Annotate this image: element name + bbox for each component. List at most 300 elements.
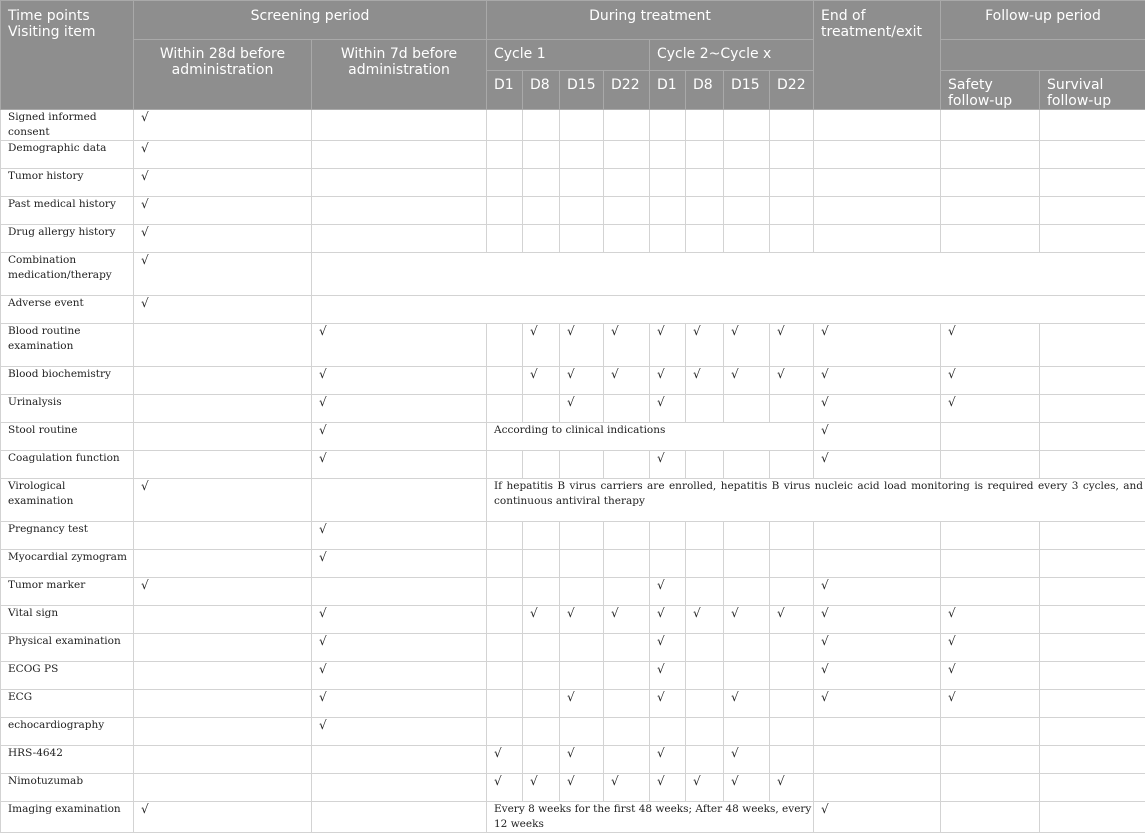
schedule-cell: [604, 395, 650, 423]
schedule-cell: [686, 690, 724, 718]
visiting-item-cell: Physical examination: [1, 634, 134, 662]
schedule-cell: √: [604, 774, 650, 802]
table-row: [1, 718, 1145, 746]
visiting-item-cell: Urinalysis: [1, 395, 134, 423]
schedule-cell: [523, 662, 560, 690]
schedule-cell: √: [724, 774, 770, 802]
schedule-cell: [814, 550, 941, 578]
schedule-cell: [941, 141, 1040, 169]
schedule-cell: [560, 550, 604, 578]
schedule-cell: [312, 578, 487, 606]
schedule-cell: [487, 451, 523, 479]
schedule-cell: [312, 802, 487, 833]
schedule-cell: √: [650, 690, 686, 718]
schedule-cell: [724, 662, 770, 690]
schedule-cell: [941, 451, 1040, 479]
schedule-cell: √: [134, 802, 312, 833]
schedule-cell: [941, 197, 1040, 225]
day-header: D15: [724, 71, 770, 110]
table-row: [1, 423, 1145, 451]
schedule-cell: √: [724, 690, 770, 718]
schedule-cell: √: [134, 296, 312, 324]
schedule-cell: [814, 225, 941, 253]
schedule-cell: [604, 225, 650, 253]
visiting-item-cell: Tumor marker: [1, 578, 134, 606]
table-header: [1, 1, 1145, 110]
schedule-cell: [487, 578, 523, 606]
day-header: D22: [604, 71, 650, 110]
schedule-cell: √: [134, 225, 312, 253]
schedule-cell: [686, 746, 724, 774]
treatment-note-cell: If hepatitis B virus carriers are enrolled, hepatitis B virus nucleic acid load monitoring is required every 3 cycles, and continuous antiviral therapy: [487, 479, 1145, 522]
schedule-cell: [604, 169, 650, 197]
schedule-cell: [523, 110, 560, 141]
schedule-cell: [686, 395, 724, 423]
schedule-cell: √: [312, 662, 487, 690]
schedule-cell: √: [604, 324, 650, 367]
end-of-treatment-header: [814, 1, 941, 110]
table-row: [1, 197, 1145, 225]
schedule-cell: [523, 578, 560, 606]
schedule-cell: [1040, 662, 1145, 690]
screening-period-header: Screening period: [134, 1, 487, 40]
schedule-cell: √: [487, 746, 523, 774]
schedule-cell: √: [814, 634, 941, 662]
schedule-cell: [814, 718, 941, 746]
schedule-cell: [1040, 141, 1145, 169]
table-row: [1, 479, 1145, 522]
schedule-cell: √: [134, 110, 312, 141]
schedule-cell: [560, 662, 604, 690]
schedule-cell: √: [650, 606, 686, 634]
schedule-cell: [487, 522, 523, 550]
schedule-cell: √: [312, 522, 487, 550]
schedule-cell: [770, 141, 814, 169]
schedule-cell: [1040, 451, 1145, 479]
schedule-cell: [604, 634, 650, 662]
safety-follow-up-header: [941, 71, 1040, 110]
schedule-cell: [523, 225, 560, 253]
schedule-cell: [650, 110, 686, 141]
schedule-cell: √: [604, 367, 650, 395]
schedule-cell: [487, 141, 523, 169]
schedule-cell: [770, 662, 814, 690]
schedule-cell: √: [724, 746, 770, 774]
schedule-cell: √: [814, 802, 941, 833]
schedule-cell: [134, 522, 312, 550]
schedule-cell: [487, 367, 523, 395]
schedule-cell: [523, 634, 560, 662]
table-row: [1, 634, 1145, 662]
table-row: [1, 802, 1145, 833]
schedule-cell: [560, 169, 604, 197]
schedule-cell: √: [134, 253, 312, 296]
schedule-cell: √: [941, 395, 1040, 423]
schedule-cell: [134, 690, 312, 718]
visiting-item-cell: Coagulation function: [1, 451, 134, 479]
schedule-cell: √: [312, 690, 487, 718]
schedule-cell: [604, 690, 650, 718]
table-row: [1, 253, 1145, 296]
schedule-cell: √: [770, 774, 814, 802]
schedule-cell: √: [724, 324, 770, 367]
day-header: D22: [770, 71, 814, 110]
schedule-cell: [1040, 169, 1145, 197]
schedule-cell: [941, 718, 1040, 746]
schedule-cell: [487, 324, 523, 367]
schedule-cell: [134, 423, 312, 451]
screening-7d-line1: Within 7d before: [341, 46, 457, 62]
header-row-2: [1, 40, 1145, 71]
schedule-cell: [604, 746, 650, 774]
schedule-cell: [523, 550, 560, 578]
schedule-cell: √: [650, 662, 686, 690]
schedule-cell: [604, 550, 650, 578]
schedule-cell: [770, 634, 814, 662]
schedule-cell: [604, 662, 650, 690]
schedule-cell: √: [312, 451, 487, 479]
schedule-cell: [604, 110, 650, 141]
schedule-cell: [134, 451, 312, 479]
schedule-cell: √: [523, 774, 560, 802]
schedule-cell: √: [523, 324, 560, 367]
treatment-note-cell: Every 8 weeks for the first 48 weeks; After 48 weeks, every 12 weeks: [487, 802, 814, 833]
schedule-cell: [560, 718, 604, 746]
schedule-cell: [560, 522, 604, 550]
follow-up-blank-cell: [941, 40, 1145, 71]
schedule-cell: √: [686, 606, 724, 634]
schedule-cell: √: [560, 367, 604, 395]
header-row-1: [1, 1, 1145, 40]
schedule-cell: [1040, 606, 1145, 634]
schedule-cell: [560, 197, 604, 225]
schedule-cell: √: [312, 718, 487, 746]
merged-empty-cell: [312, 296, 1145, 324]
schedule-cell: √: [941, 367, 1040, 395]
schedule-cell: [770, 110, 814, 141]
schedule-cell: [686, 522, 724, 550]
schedule-cell: [560, 141, 604, 169]
schedule-cell: [941, 522, 1040, 550]
corner-header: [1, 1, 134, 110]
table-row: [1, 395, 1145, 423]
schedule-cell: √: [134, 197, 312, 225]
table-row: [1, 451, 1145, 479]
schedule-cell: √: [523, 367, 560, 395]
schedule-cell: [1040, 634, 1145, 662]
survival-follow-up-header: [1040, 71, 1145, 110]
schedule-cell: [1040, 578, 1145, 606]
schedule-cell: √: [814, 606, 941, 634]
visiting-item-cell: Combination medication/therapy: [1, 253, 134, 296]
visiting-item-cell: Virological examination: [1, 479, 134, 522]
schedule-cell: √: [560, 774, 604, 802]
merged-empty-cell: [312, 253, 1145, 296]
schedule-cell: [523, 141, 560, 169]
schedule-cell: √: [941, 324, 1040, 367]
schedule-cell: √: [814, 578, 941, 606]
schedule-cell: √: [487, 774, 523, 802]
schedule-cell: √: [560, 606, 604, 634]
visiting-item-cell: Pregnancy test: [1, 522, 134, 550]
schedule-cell: √: [686, 774, 724, 802]
schedule-cell: [724, 451, 770, 479]
visiting-item-cell: Drug allergy history: [1, 225, 134, 253]
schedule-cell: [770, 550, 814, 578]
schedule-cell: √: [134, 169, 312, 197]
table-row: [1, 690, 1145, 718]
schedule-cell: [312, 746, 487, 774]
visiting-item-cell: Stool routine: [1, 423, 134, 451]
visiting-item-cell: echocardiography: [1, 718, 134, 746]
schedule-cell: [1040, 550, 1145, 578]
table-row: [1, 225, 1145, 253]
schedule-cell: [134, 606, 312, 634]
schedule-cell: [487, 169, 523, 197]
schedule-cell: [560, 578, 604, 606]
schedule-cell: [724, 522, 770, 550]
visiting-item-cell: HRS-4642: [1, 746, 134, 774]
schedule-cell: √: [312, 367, 487, 395]
schedule-cell: [686, 169, 724, 197]
day-header: D15: [560, 71, 604, 110]
visiting-item-cell: Myocardial zymogram: [1, 550, 134, 578]
day-header: D1: [487, 71, 523, 110]
schedule-cell: [134, 662, 312, 690]
schedule-cell: [941, 550, 1040, 578]
schedule-cell: √: [312, 324, 487, 367]
schedule-cell: √: [686, 367, 724, 395]
schedule-cell: [487, 225, 523, 253]
screening-28d-line1: Within 28d before: [160, 46, 285, 62]
survival-line2: follow-up: [1047, 93, 1111, 109]
corner-line1: Time points: [8, 8, 90, 24]
schedule-cell: [814, 141, 941, 169]
table-row: [1, 774, 1145, 802]
table-row: [1, 662, 1145, 690]
end-line1: End of: [821, 8, 866, 24]
schedule-cell: [560, 451, 604, 479]
schedule-cell: √: [686, 324, 724, 367]
schedule-cell: [312, 479, 487, 522]
schedule-cell: √: [560, 324, 604, 367]
schedule-cell: [1040, 110, 1145, 141]
schedule-cell: [770, 451, 814, 479]
schedule-cell: [814, 522, 941, 550]
screening-28d-line2: administration: [172, 62, 274, 78]
schedule-cell: [686, 197, 724, 225]
schedule-cell: [523, 690, 560, 718]
schedule-cell: [560, 225, 604, 253]
schedule-cell: [941, 746, 1040, 774]
table-row: [1, 606, 1145, 634]
schedule-cell: [650, 225, 686, 253]
table-row: [1, 550, 1145, 578]
schedule-cell: √: [523, 606, 560, 634]
schedule-cell: [770, 395, 814, 423]
schedule-cell: [1040, 324, 1145, 367]
during-treatment-header: During treatment: [487, 1, 814, 40]
schedule-cell: [1040, 802, 1145, 833]
schedule-cell: [650, 718, 686, 746]
corner-line2: Visiting item: [8, 24, 96, 40]
schedule-cell: [487, 606, 523, 634]
schedule-cell: √: [650, 634, 686, 662]
schedule-cell: [724, 395, 770, 423]
schedule-cell: [770, 578, 814, 606]
visiting-item-cell: Demographic data: [1, 141, 134, 169]
schedule-cell: [770, 718, 814, 746]
schedule-cell: [523, 395, 560, 423]
schedule-cell: [487, 395, 523, 423]
visiting-item-cell: Adverse event: [1, 296, 134, 324]
schedule-cell: [814, 169, 941, 197]
schedule-cell: [814, 110, 941, 141]
schedule-cell: [1040, 225, 1145, 253]
schedule-cell: √: [814, 324, 941, 367]
schedule-cell: [604, 141, 650, 169]
survival-line1: Survival: [1047, 77, 1103, 93]
day-header: D8: [686, 71, 724, 110]
schedule-cell: [134, 395, 312, 423]
schedule-cell: [941, 774, 1040, 802]
schedule-cell: [686, 141, 724, 169]
schedule-cell: [941, 802, 1040, 833]
visiting-item-cell: Blood routine examination: [1, 324, 134, 367]
visiting-item-cell: Blood biochemistry: [1, 367, 134, 395]
schedule-cell: [604, 197, 650, 225]
safety-line2: follow-up: [948, 93, 1012, 109]
schedule-cell: [1040, 746, 1145, 774]
schedule-cell: [686, 550, 724, 578]
schedule-cell: [560, 110, 604, 141]
schedule-cell: √: [650, 324, 686, 367]
schedule-cell: [650, 197, 686, 225]
schedule-cell: [724, 110, 770, 141]
schedule-cell: √: [134, 479, 312, 522]
schedule-cell: [312, 197, 487, 225]
schedule-cell: [1040, 774, 1145, 802]
screening-7d-line2: administration: [348, 62, 450, 78]
schedule-cell: [487, 550, 523, 578]
schedule-cell: [560, 634, 604, 662]
schedule-cell: [724, 634, 770, 662]
schedule-cell: [312, 225, 487, 253]
visiting-item-cell: Vital sign: [1, 606, 134, 634]
schedule-cell: [686, 718, 724, 746]
schedule-cell: √: [312, 634, 487, 662]
table-row: [1, 110, 1145, 141]
schedule-cell: [134, 718, 312, 746]
schedule-cell: [941, 225, 1040, 253]
schedule-cell: √: [312, 395, 487, 423]
visiting-item-cell: Tumor history: [1, 169, 134, 197]
schedule-cell: √: [941, 606, 1040, 634]
schedule-cell: [650, 522, 686, 550]
schedule-cell: [134, 550, 312, 578]
schedule-cell: √: [560, 690, 604, 718]
table-row: [1, 169, 1145, 197]
schedule-cell: [686, 110, 724, 141]
schedule-cell: √: [134, 578, 312, 606]
schedule-cell: √: [560, 746, 604, 774]
schedule-cell: [686, 451, 724, 479]
schedule-cell: [523, 522, 560, 550]
schedule-cell: [941, 578, 1040, 606]
schedule-cell: √: [814, 451, 941, 479]
schedule-cell: √: [814, 690, 941, 718]
schedule-cell: √: [814, 395, 941, 423]
schedule-cell: [770, 690, 814, 718]
schedule-cell: √: [650, 395, 686, 423]
schedule-cell: √: [941, 662, 1040, 690]
schedule-cell: [814, 197, 941, 225]
table-row: [1, 296, 1145, 324]
schedule-cell: √: [814, 662, 941, 690]
visiting-item-cell: Signed informed consent: [1, 110, 134, 141]
schedule-cell: [724, 578, 770, 606]
schedule-cell: √: [312, 606, 487, 634]
schedule-cell: [134, 324, 312, 367]
schedule-cell: [487, 690, 523, 718]
table-row: [1, 367, 1145, 395]
schedule-cell: [724, 141, 770, 169]
schedule-cell: [134, 634, 312, 662]
schedule-cell: [770, 522, 814, 550]
day-header: D8: [523, 71, 560, 110]
schedule-cell: [941, 110, 1040, 141]
schedule-cell: [686, 578, 724, 606]
schedule-cell: √: [770, 324, 814, 367]
treatment-note-cell: According to clinical indications: [487, 423, 814, 451]
schedule-cell: √: [724, 367, 770, 395]
schedule-cell: [724, 718, 770, 746]
schedule-cell: √: [134, 141, 312, 169]
schedule-cell: [686, 662, 724, 690]
schedule-cell: [604, 451, 650, 479]
table-body: [1, 110, 1145, 833]
visiting-item-cell: Imaging examination: [1, 802, 134, 833]
end-line2: treatment/exit: [821, 24, 922, 40]
schedule-cell: [686, 634, 724, 662]
schedule-cell: [523, 718, 560, 746]
schedule-cell: [523, 169, 560, 197]
schedule-cell: √: [941, 690, 1040, 718]
schedule-cell: [1040, 197, 1145, 225]
schedule-cell: √: [941, 634, 1040, 662]
schedule-cell: [650, 550, 686, 578]
schedule-cell: [724, 169, 770, 197]
schedule-cell: [487, 110, 523, 141]
schedule-cell: [1040, 423, 1145, 451]
schedule-cell: [487, 197, 523, 225]
schedule-cell: √: [770, 367, 814, 395]
follow-up-period-header: Follow-up period: [941, 1, 1145, 40]
schedule-cell: √: [650, 746, 686, 774]
schedule-cell: [770, 225, 814, 253]
table-row: [1, 324, 1145, 367]
schedule-cell: √: [312, 423, 487, 451]
schedule-cell: [650, 169, 686, 197]
schedule-cell: [523, 197, 560, 225]
schedule-cell: √: [814, 423, 941, 451]
schedule-cell: [941, 169, 1040, 197]
schedule-cell: [1040, 690, 1145, 718]
schedule-cell: [487, 634, 523, 662]
schedule-cell: √: [770, 606, 814, 634]
cycle-2-x-header: Cycle 2~Cycle x: [650, 40, 814, 71]
day-header: D1: [650, 71, 686, 110]
